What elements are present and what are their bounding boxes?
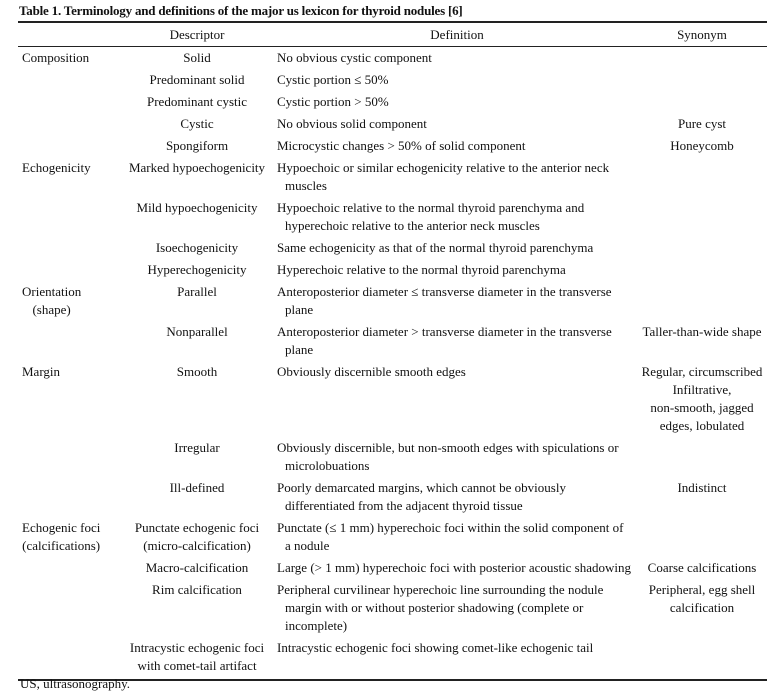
descriptor-line: Predominant solid xyxy=(149,72,245,87)
synonym-line: non-smooth, jagged xyxy=(650,400,754,415)
definition-line: Hypoechoic relative to the normal thyroid parenchyma and xyxy=(277,200,585,215)
synonym-cell xyxy=(637,637,767,680)
category-line: (shape) xyxy=(32,302,71,317)
category-cell xyxy=(18,579,122,637)
table-caption: Table 1. Terminology and definitions of the major us lexicon for thyroid nodules [6] xyxy=(19,3,463,18)
category-text xyxy=(22,519,100,555)
definition-line: Large (> 1 mm) hyperechoic foci with posterior acoustic shadowing xyxy=(277,560,632,575)
definition-line: a nodule xyxy=(285,538,330,553)
definition-text xyxy=(277,49,637,67)
definition-cell xyxy=(272,69,637,91)
definition-line: Peripheral curvilinear hyperechoic line surrounding the nodule xyxy=(277,582,604,597)
descriptor-text xyxy=(150,72,245,87)
definition-line: Anteroposterior diameter > transverse diameter in the transverse xyxy=(277,324,612,339)
descriptor-line: Predominant cystic xyxy=(146,94,247,109)
definition-line: Intracystic echogenic foci showing comet-like echogenic tail xyxy=(277,640,594,655)
synonym-line: Infiltrative, xyxy=(672,382,732,397)
definition-line: incomplete) xyxy=(285,618,348,633)
descriptor-line: Isoechogenicity xyxy=(155,240,239,255)
definition-cell xyxy=(272,197,637,237)
descriptor-text xyxy=(180,116,213,131)
synonym-line: Peripheral, egg shell xyxy=(648,582,756,597)
definition-text xyxy=(277,559,637,577)
descriptor-text xyxy=(183,50,210,65)
definition-cell xyxy=(272,477,637,517)
category-line: Echogenic foci xyxy=(22,520,101,535)
descriptor-line: Parallel xyxy=(177,284,217,299)
category-cell xyxy=(18,517,122,557)
definition-line: muscles xyxy=(285,178,327,193)
category-text xyxy=(22,49,89,67)
table-row xyxy=(18,321,767,361)
definition-text xyxy=(277,137,637,155)
descriptor-text xyxy=(166,138,228,153)
category-cell xyxy=(18,91,122,113)
definition-text xyxy=(277,239,637,257)
synonym-cell xyxy=(637,361,767,437)
category-cell xyxy=(18,281,122,321)
descriptor-line: Marked hypoechogenicity xyxy=(128,160,266,175)
descriptor-cell xyxy=(122,47,272,70)
category-cell xyxy=(18,69,122,91)
synonym-line: Indistinct xyxy=(677,480,727,495)
definition-text xyxy=(277,323,637,359)
definition-line: Obviously discernible smooth edges xyxy=(277,364,466,379)
descriptor-line: (micro-calcification) xyxy=(143,538,251,553)
descriptor-cell xyxy=(122,557,272,579)
descriptor-line: Cystic xyxy=(180,116,214,131)
table-row xyxy=(18,437,767,477)
category-line: Orientation xyxy=(22,284,82,299)
synonym-text xyxy=(642,324,761,339)
descriptor-cell xyxy=(122,517,272,557)
table-row xyxy=(18,281,767,321)
definition-line: Punctate (≤ 1 mm) hyperechoic foci within the solid component of xyxy=(277,520,624,535)
descriptor-cell xyxy=(122,361,272,437)
descriptor-line: Irregular xyxy=(174,440,220,455)
descriptor-text xyxy=(177,284,217,299)
definition-line: plane xyxy=(285,302,314,317)
definition-cell xyxy=(272,437,637,477)
definition-line: margin with or without posterior shadowing (complete or xyxy=(285,600,584,615)
definition-text xyxy=(277,115,637,133)
descriptor-line: Macro-calcification xyxy=(145,560,249,575)
table-row xyxy=(18,637,767,680)
header-descriptor: Descriptor xyxy=(122,22,272,47)
category-cell xyxy=(18,47,122,70)
descriptor-text xyxy=(148,262,247,277)
descriptor-text xyxy=(137,200,258,215)
lexicon-table xyxy=(18,21,767,681)
definition-cell xyxy=(272,557,637,579)
category-cell xyxy=(18,113,122,135)
descriptor-text xyxy=(130,640,264,673)
table-row xyxy=(18,237,767,259)
descriptor-cell xyxy=(122,579,272,637)
descriptor-text xyxy=(156,240,238,255)
descriptor-text xyxy=(147,94,247,109)
synonym-cell xyxy=(637,47,767,70)
definition-text xyxy=(277,639,637,657)
table-row xyxy=(18,135,767,157)
definition-cell xyxy=(272,361,637,437)
table-row xyxy=(18,517,767,557)
descriptor-line: Nonparallel xyxy=(166,324,228,339)
definition-cell xyxy=(272,321,637,361)
synonym-line: Taller-than-wide shape xyxy=(642,324,762,339)
definition-cell xyxy=(272,135,637,157)
synonym-line: Regular, circumscribed xyxy=(641,364,763,379)
synonym-text xyxy=(648,560,757,575)
descriptor-line: Spongiform xyxy=(165,138,229,153)
definition-line: No obvious solid component xyxy=(277,116,427,131)
synonym-text xyxy=(642,364,763,433)
synonym-cell xyxy=(637,557,767,579)
definition-line: microlobuations xyxy=(285,458,370,473)
descriptor-line: with comet-tail artifact xyxy=(137,658,257,673)
table-row xyxy=(18,361,767,437)
definition-line: Cystic portion ≤ 50% xyxy=(277,72,389,87)
definition-text xyxy=(277,363,637,381)
descriptor-line: Intracystic echogenic foci xyxy=(129,640,265,655)
descriptor-text xyxy=(129,160,265,175)
descriptor-cell xyxy=(122,91,272,113)
synonym-line: edges, lobulated xyxy=(659,418,745,433)
definition-text xyxy=(277,581,637,635)
table-row xyxy=(18,113,767,135)
table-row xyxy=(18,69,767,91)
descriptor-line: Hyperechogenicity xyxy=(147,262,247,277)
definition-line: Cystic portion > 50% xyxy=(277,94,389,109)
definition-line: plane xyxy=(285,342,314,357)
descriptor-cell xyxy=(122,157,272,197)
descriptor-cell xyxy=(122,281,272,321)
descriptor-cell xyxy=(122,477,272,517)
descriptor-cell xyxy=(122,197,272,237)
descriptor-text xyxy=(170,480,225,495)
synonym-cell xyxy=(637,197,767,237)
table-row xyxy=(18,579,767,637)
table-row xyxy=(18,157,767,197)
synonym-text xyxy=(670,138,734,153)
synonym-line: Coarse calcifications xyxy=(647,560,757,575)
definition-cell xyxy=(272,237,637,259)
definition-text xyxy=(277,479,637,515)
table-row xyxy=(18,91,767,113)
synonym-text xyxy=(649,582,756,615)
descriptor-line: Rim calcification xyxy=(152,582,242,597)
definition-line: Obviously discernible, but non-smooth edges with spiculations or xyxy=(277,440,619,455)
definition-cell xyxy=(272,157,637,197)
category-cell xyxy=(18,321,122,361)
definition-text xyxy=(277,93,637,111)
descriptor-cell xyxy=(122,237,272,259)
header-category xyxy=(18,22,122,47)
descriptor-cell xyxy=(122,437,272,477)
table-header-row xyxy=(18,22,767,47)
synonym-cell xyxy=(637,437,767,477)
synonym-cell xyxy=(637,237,767,259)
descriptor-cell xyxy=(122,135,272,157)
synonym-cell xyxy=(637,259,767,281)
definition-cell xyxy=(272,517,637,557)
definition-cell xyxy=(272,637,637,680)
category-line: Echogenicity xyxy=(22,160,91,175)
category-cell xyxy=(18,157,122,197)
definition-text xyxy=(277,519,637,555)
synonym-line: calcification xyxy=(669,600,735,615)
definition-line: Poorly demarcated margins, which cannot be obviously xyxy=(277,480,566,495)
descriptor-text xyxy=(146,560,249,575)
category-text xyxy=(22,363,60,381)
synonym-cell xyxy=(637,113,767,135)
table-body xyxy=(18,47,767,681)
category-cell xyxy=(18,197,122,237)
definition-line: Microcystic changes > 50% of solid component xyxy=(277,138,526,153)
synonym-cell xyxy=(637,321,767,361)
synonym-cell xyxy=(637,477,767,517)
definition-text xyxy=(277,261,637,279)
descriptor-line: Ill-defined xyxy=(169,480,225,495)
synonym-cell xyxy=(637,579,767,637)
synonym-line: Pure cyst xyxy=(677,116,727,131)
category-cell xyxy=(18,477,122,517)
category-text xyxy=(22,283,81,319)
synonym-cell xyxy=(637,69,767,91)
header-definition: Definition xyxy=(272,22,637,47)
definition-line: Same echogenicity as that of the normal thyroid parenchyma xyxy=(277,240,594,255)
category-line: Margin xyxy=(22,364,61,379)
category-cell xyxy=(18,557,122,579)
descriptor-cell xyxy=(122,259,272,281)
definition-line: differentiated from the adjacent thyroid tissue xyxy=(285,498,523,513)
descriptor-text xyxy=(174,440,219,455)
descriptor-line: Smooth xyxy=(176,364,218,379)
table-row xyxy=(18,557,767,579)
definition-cell xyxy=(272,281,637,321)
descriptor-cell xyxy=(122,637,272,680)
definition-text xyxy=(277,199,637,235)
synonym-cell xyxy=(637,517,767,557)
descriptor-text xyxy=(135,520,259,553)
definition-line: Hypoechoic or similar echogenicity relative to the anterior neck xyxy=(277,160,610,175)
category-cell xyxy=(18,237,122,259)
definition-text xyxy=(277,439,637,475)
table-row xyxy=(18,47,767,70)
definition-cell xyxy=(272,113,637,135)
descriptor-text xyxy=(152,582,242,597)
descriptor-text xyxy=(166,324,227,339)
table-row xyxy=(18,197,767,237)
synonym-cell xyxy=(637,157,767,197)
table-footnote: US, ultrasonography. xyxy=(20,676,131,691)
category-cell xyxy=(18,135,122,157)
category-line: (calcifications) xyxy=(22,538,101,553)
synonym-line: Honeycomb xyxy=(670,138,734,153)
descriptor-line: Punctate echogenic foci xyxy=(134,520,260,535)
category-cell xyxy=(18,437,122,477)
descriptor-cell xyxy=(122,69,272,91)
synonym-cell xyxy=(637,135,767,157)
descriptor-line: Solid xyxy=(183,50,211,65)
descriptor-cell xyxy=(122,321,272,361)
table-row xyxy=(18,259,767,281)
category-cell xyxy=(18,361,122,437)
definition-line: No obvious cystic component xyxy=(277,50,432,65)
header-synonym: Synonym xyxy=(637,22,767,47)
definition-cell xyxy=(272,91,637,113)
category-cell xyxy=(18,637,122,680)
table-row xyxy=(18,477,767,517)
descriptor-line: Mild hypoechogenicity xyxy=(136,200,258,215)
synonym-cell xyxy=(637,91,767,113)
definition-cell xyxy=(272,259,637,281)
definition-text xyxy=(277,283,637,319)
definition-cell xyxy=(272,47,637,70)
definition-text xyxy=(277,71,637,89)
descriptor-text xyxy=(177,364,217,379)
synonym-text xyxy=(677,480,726,495)
definition-line: hyperechoic relative to the anterior neck muscles xyxy=(285,218,540,233)
category-line: Composition xyxy=(22,50,90,65)
category-cell xyxy=(18,259,122,281)
definition-line: Hyperechoic relative to the normal thyroid parenchyma xyxy=(277,262,566,277)
descriptor-cell xyxy=(122,113,272,135)
definition-text xyxy=(277,159,637,195)
definition-line: Anteroposterior diameter ≤ transverse diameter in the transverse xyxy=(277,284,612,299)
synonym-text xyxy=(678,116,726,131)
category-text xyxy=(22,159,91,177)
synonym-cell xyxy=(637,281,767,321)
definition-cell xyxy=(272,579,637,637)
